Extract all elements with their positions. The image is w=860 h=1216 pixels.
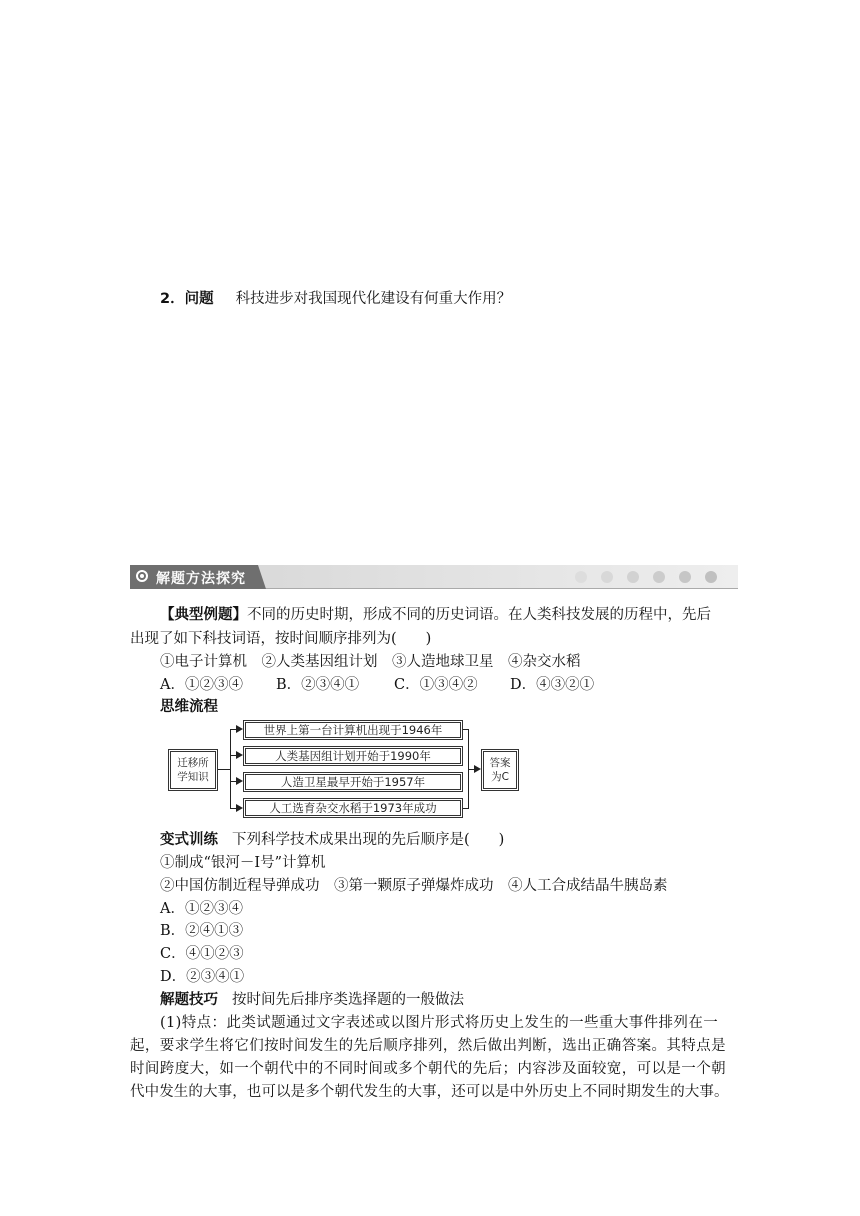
tips-label: 解题技巧: [160, 992, 218, 1008]
arrow-right-icon: [236, 725, 243, 733]
arrow-right-icon: [236, 777, 243, 785]
example-items: ①电子计算机 ②人类基因组计划 ③人造地球卫星 ④杂交水稻: [160, 654, 581, 670]
dot-icon: [575, 571, 587, 583]
flow-fact-box-3: 人造卫星最早开始于1957年: [243, 772, 463, 792]
example-option-a: A．①②③④: [160, 677, 243, 693]
dot-icon: [679, 571, 691, 583]
bullet-icon: [136, 570, 148, 582]
tips-heading: [160, 988, 740, 1009]
tips-paragraph-line: (1)特点：此类试题通过文字表述或以图片形式将历史上发生的一些重大事件排列在一: [160, 1015, 719, 1031]
dot-icon: [601, 571, 613, 583]
tips-paragraph-line: 代中发生的大事，也可以是多个朝代发生的大事，还可以是中外历史上不同时期发生的大事。: [130, 1084, 729, 1100]
dot-icon: [705, 571, 717, 583]
example-option-b: B．②③④①: [276, 677, 360, 693]
section-banner: [130, 565, 738, 589]
example-line-2: 出现了如下科技词语，按时间顺序排列为( ): [130, 631, 432, 647]
tips-title: 按时间先后排序类选择题的一般做法: [232, 992, 464, 1008]
flow-fact-box-4: 人工选育杂交水稻于1973年成功: [243, 798, 463, 818]
variant-stem: 下列科学技术成果出现的先后顺序是( ): [232, 832, 505, 848]
variant-item-1: ①制成“银河－Ⅰ号”计算机: [160, 855, 326, 871]
flow-left-box: 迁移所学知识: [168, 749, 218, 791]
example-option-d: D．④③②①: [510, 677, 595, 693]
variant-option-d: D．②③④①: [160, 969, 245, 985]
variant-option-b: B．②④①③: [160, 923, 244, 939]
arrow-right-icon: [236, 804, 243, 812]
example-label: 【典型例题】: [160, 607, 247, 623]
question-2-label: 2．问题: [160, 291, 214, 307]
question-2: [160, 287, 511, 308]
section-title: 解题方法探究: [156, 571, 246, 587]
flow-connector: [218, 769, 230, 770]
variant-label: 变式训练: [160, 832, 218, 848]
variant-item-2: ②中国仿制近程导弹成功 ③第一颗原子弹爆炸成功 ④人工合成结晶牛胰岛素: [160, 878, 668, 894]
example-line-1: [160, 603, 740, 624]
flow-fact-box-2: 人类基因组计划开始于1990年: [243, 746, 463, 766]
variant-line: [160, 828, 740, 849]
tips-paragraph-line: 时间跨度大，如一个朝代中的不同时间或多个朝代的先后；内容涉及面较宽，可以是一个朝: [130, 1061, 726, 1077]
thinking-flow-diagram: [168, 718, 520, 820]
flow-connector: [230, 729, 231, 809]
flow-answer-box: 答案为C: [481, 749, 519, 791]
flow-fact-box-1: 世界上第一台计算机出现于1946年: [243, 720, 463, 740]
question-2-text: 科技进步对我国现代化建设有何重大作用？: [235, 291, 512, 307]
dot-icon: [653, 571, 665, 583]
dot-icon: [627, 571, 639, 583]
variant-option-c: C．④①②③: [160, 946, 244, 962]
variant-option-a: A．①②③④: [160, 901, 243, 917]
example-text-1: 不同的历史时期，形成不同的历史词语。在人类科技发展的历程中，先后: [247, 607, 711, 623]
arrow-right-icon: [236, 751, 243, 759]
example-option-c: C．①③④②: [394, 677, 478, 693]
flow-heading: 思维流程: [160, 699, 218, 715]
tips-paragraph-line: 起，要求学生将它们按时间发生的先后顺序排列，然后做出判断，选出正确答案。其特点是: [130, 1038, 726, 1054]
arrow-right-icon: [474, 765, 481, 773]
